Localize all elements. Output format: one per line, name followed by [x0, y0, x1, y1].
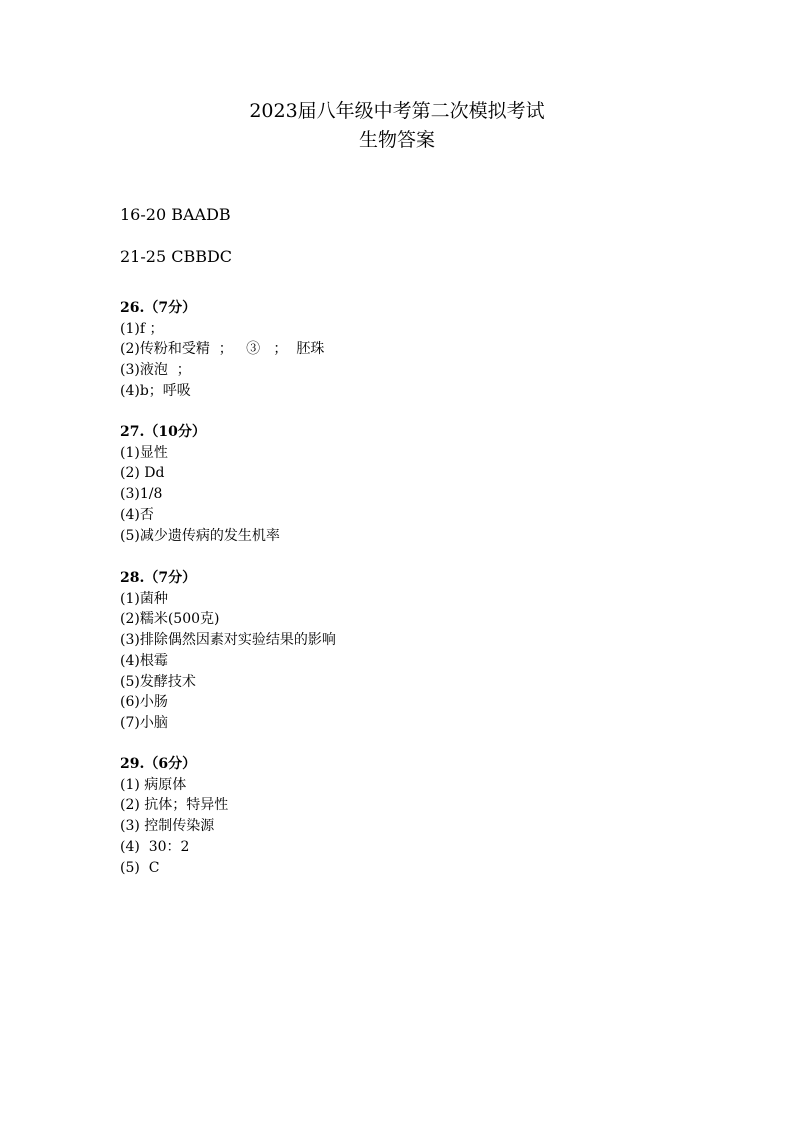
document-title: 2023届八年级中考第二次模拟考试 [249, 100, 545, 122]
answer-line: (4)根霉 [120, 652, 168, 669]
answer-line: (3)液泡 ； [120, 362, 191, 379]
answer-line: (3)1/8 [120, 486, 163, 503]
answer-line: (4)否 [120, 506, 154, 523]
question-26 [120, 298, 324, 402]
answer-line: (3)排除偶然因素对实验结果的影响 [120, 632, 336, 649]
answer-line: (6)小肠 [120, 694, 168, 711]
mc-answers-21-25: 21-25 CBBDC [120, 247, 233, 266]
answer-line: (1)显性 [120, 444, 168, 461]
answer-line: (1) 病原体 [120, 776, 187, 793]
question-header: 28.（7分） [120, 570, 197, 586]
question-header: 26.（7分） [120, 300, 197, 316]
question-header: 29.（6分） [120, 756, 197, 772]
answer-line: (4) 30：2 [120, 838, 190, 855]
answer-line: (5)发酵技术 [120, 673, 196, 690]
answer-line: (2)传粉和受精 ； ③ ； 胚珠 [120, 341, 325, 358]
answer-line: (2) Dd [120, 465, 165, 482]
question-27 [120, 422, 280, 546]
answer-line: (3) 控制传染源 [120, 818, 215, 835]
mc-answers-16-20: 16-20 BAADB [120, 205, 231, 224]
answer-line: (5) C [120, 859, 160, 876]
answer-line: (5)减少遗传病的发生机率 [120, 527, 280, 544]
question-header: 27.（10分） [120, 424, 206, 440]
question-29 [120, 754, 228, 878]
answer-line: (2) 抗体；特异性 [120, 797, 229, 814]
answer-line: (4)b；呼吸 [120, 382, 191, 399]
answer-line: (1)f ； [120, 320, 164, 337]
question-28 [120, 568, 336, 734]
answer-line: (2)糯米(500克) [120, 611, 220, 628]
answer-line: (7)小脑 [120, 714, 168, 731]
document-subtitle: 生物答案 [358, 129, 435, 151]
answer-line: (1)菌种 [120, 590, 168, 607]
